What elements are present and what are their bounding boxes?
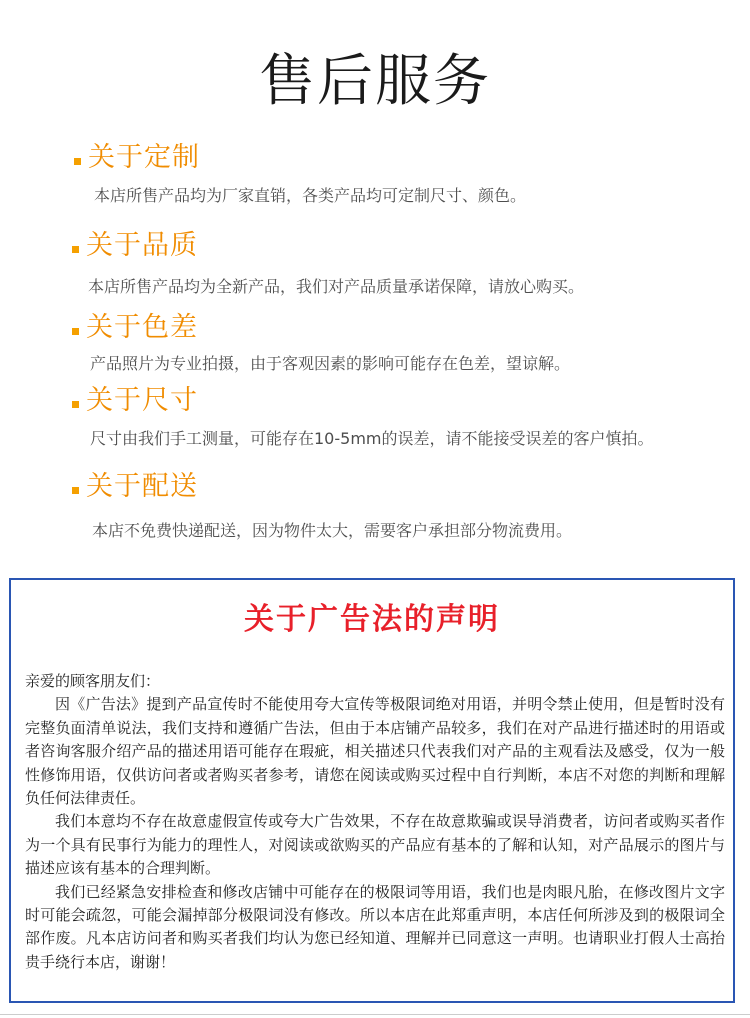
section-heading (72, 384, 198, 418)
section-text: 本店不免费快递配送，因为物件太大，需要客户承担部分物流费用。 (92, 521, 573, 540)
section-heading (72, 229, 198, 263)
notice-paragraph: 因《广告法》提到产品宣传时不能使用夸大宣传等极限词绝对用语，并明令禁止使用，但是暂时没有完整负面清单说法，我们支持和遵循广告法，但由于本店铺产品较多，我们在对产品进行描述时的用语或者咨询客服介绍产品的描述用语可能存在瑕疵，相关描述只代表我们对产品的主观看法及感受，仅为一般性修饰用语，仅供访问者或者购买者参考，请您在阅读或购买过程中自行判断，本店不对您的判断和理解负任何法律责任。 (25, 695, 725, 808)
notice-title: 关于广告法的声明 (244, 602, 500, 637)
notice-body (25, 670, 725, 974)
section-title: 关于品质 (86, 230, 198, 261)
section-title: 关于尺寸 (86, 385, 198, 416)
section-text: 产品照片为专业拍摄，由于客观因素的影响可能存在色差，望谅解。 (90, 354, 571, 373)
notice-paragraph: 我们本意均不存在故意虚假宣传或夸大广告效果，不存在故意欺骗或误导消费者，访问者或购买者作为一个具有民事行为能力的理性人，对阅读或欲购买的产品应有基本的了解和认知，对产品展示的图片与描述应该有基本的合理判断。 (25, 812, 725, 878)
divider (0, 1014, 750, 1015)
section-text: 本店所售产品均为厂家直销，各类产品均可定制尺寸、颜色。 (94, 186, 527, 205)
bullet-icon (72, 328, 79, 335)
bullet-icon (72, 487, 79, 494)
section-text: 尺寸由我们手工测量，可能存在10-5mm的误差，请不能接受误差的客户慎拍。 (90, 429, 654, 448)
notice-greeting: 亲爱的顾客朋友们： (25, 672, 161, 690)
section-heading (72, 470, 198, 504)
section-heading (72, 311, 198, 345)
bullet-icon (72, 246, 79, 253)
bullet-icon (74, 158, 81, 165)
section-title: 关于定制 (88, 142, 200, 173)
notice-paragraph: 我们已经紧急安排检查和修改店铺中可能存在的极限词等用语，我们也是肉眼凡胎，在修改图片文字时可能会疏忽，可能会漏掉部分极限词没有修改。所以本店在此郑重声明，本店任何所涉及到的极限词全部作废。凡本店访问者和购买者我们均认为您已经知道、理解并已同意这一声明。也请职业打假人士高抬贵手绕行本店，谢谢！ (25, 882, 725, 971)
section-text: 本店所售产品均为全新产品，我们对产品质量承诺保障，请放心购买。 (88, 277, 585, 296)
section-title: 关于色差 (86, 312, 198, 343)
ad-law-notice-box (9, 578, 735, 1003)
section-title: 关于配送 (86, 471, 198, 502)
section-heading (74, 141, 200, 175)
page-title: 售后服务 (259, 49, 491, 114)
bullet-icon (72, 401, 79, 408)
